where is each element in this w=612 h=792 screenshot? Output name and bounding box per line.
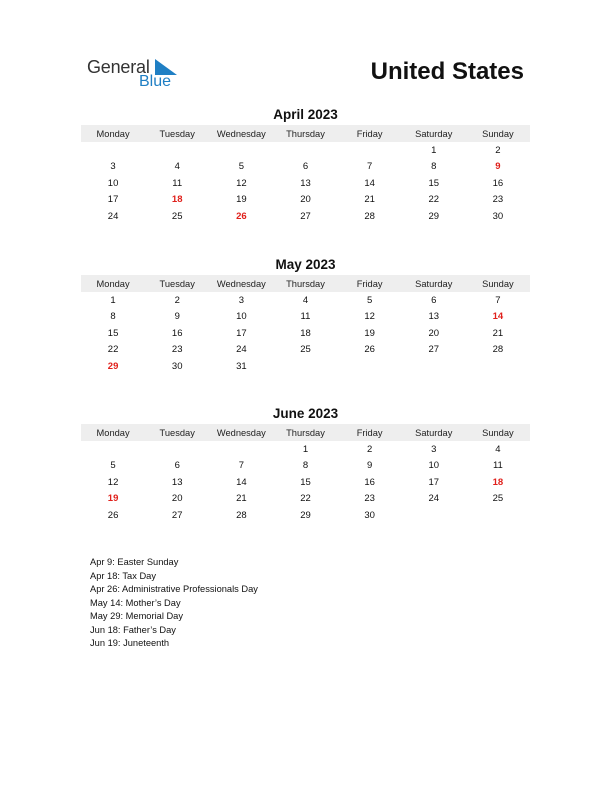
week-row <box>81 142 530 159</box>
day-cell: 3 <box>431 443 437 455</box>
day-cell: 13 <box>171 476 183 488</box>
day-cell: 22 <box>107 344 119 356</box>
weekday-label: Saturday <box>415 278 453 289</box>
day-cell: 31 <box>236 360 247 372</box>
day-cell: 15 <box>300 476 311 488</box>
day-cell: 5 <box>238 161 244 173</box>
generalblue-logo <box>87 57 182 91</box>
weekday-label: Friday <box>356 278 383 289</box>
day-cell: 22 <box>300 493 311 505</box>
holiday-day-cell: 29 <box>107 360 119 372</box>
day-cell: 10 <box>428 460 440 472</box>
day-cell: 13 <box>428 311 440 323</box>
day-cell: 27 <box>171 509 183 521</box>
day-cell: 17 <box>236 327 247 339</box>
day-cell: 6 <box>174 460 180 472</box>
day-cell: 9 <box>174 311 180 323</box>
day-cell: 10 <box>107 177 119 189</box>
day-cell: 4 <box>174 161 180 173</box>
day-cell: 25 <box>300 344 311 356</box>
day-cell: 2 <box>366 443 373 455</box>
day-cell: 20 <box>300 194 311 206</box>
day-cell: 4 <box>302 294 309 306</box>
holiday-note: Jun 19: Juneteenth <box>90 638 170 648</box>
weekday-label: Tuesday <box>159 427 195 438</box>
weekday-label: Monday <box>96 427 130 438</box>
week-row <box>81 342 530 359</box>
logo-blue-text: Blue <box>139 73 172 90</box>
day-cell: 22 <box>428 194 440 206</box>
day-cell: 30 <box>364 509 375 521</box>
day-cell: 28 <box>364 210 375 222</box>
week-row <box>81 309 530 326</box>
day-cell: 30 <box>171 360 183 372</box>
week-row <box>81 325 530 342</box>
weekday-header-row <box>81 424 530 441</box>
day-cell: 12 <box>364 311 375 323</box>
day-cell: 9 <box>366 460 373 472</box>
day-cell: 19 <box>364 327 375 339</box>
day-cell: 21 <box>492 327 504 339</box>
week-row <box>81 507 530 524</box>
day-cell: 12 <box>236 177 247 189</box>
day-cell: 28 <box>236 509 247 521</box>
weekday-label: Thursday <box>286 427 325 438</box>
weekday-label: Saturday <box>415 128 453 139</box>
weekday-label: Thursday <box>286 278 325 289</box>
holiday-note: Apr 9: Easter Sunday <box>90 557 179 567</box>
day-cell: 21 <box>236 493 247 505</box>
week-row <box>81 474 530 491</box>
day-cell: 14 <box>364 177 375 189</box>
day-cell: 6 <box>302 161 309 173</box>
weekday-label: Wednesday <box>216 128 266 139</box>
day-cell: 24 <box>428 493 440 505</box>
day-cell: 8 <box>302 460 309 472</box>
day-cell: 25 <box>492 493 504 505</box>
day-cell: 18 <box>300 327 311 339</box>
day-cell: 13 <box>300 177 311 189</box>
day-cell: 17 <box>428 476 440 488</box>
holiday-note: Apr 26: Administrative Professionals Day <box>90 584 258 594</box>
day-cell: 20 <box>428 327 440 339</box>
day-cell: 29 <box>428 210 440 222</box>
holiday-day-cell: 9 <box>495 161 501 173</box>
day-cell: 11 <box>172 177 183 189</box>
weekday-header-row <box>81 275 530 292</box>
holiday-day-cell: 14 <box>492 311 504 323</box>
day-cell: 11 <box>300 311 311 323</box>
day-cell: 20 <box>171 493 183 505</box>
day-cell: 3 <box>110 161 116 173</box>
month-calendar <box>81 107 530 225</box>
month-title: June 2023 <box>272 406 339 421</box>
country-title: United States <box>370 58 524 85</box>
day-cell: 30 <box>492 210 504 222</box>
day-cell: 7 <box>495 294 501 306</box>
day-cell: 8 <box>431 161 437 173</box>
week-row <box>81 441 530 458</box>
day-cell: 2 <box>174 294 180 306</box>
day-cell: 24 <box>107 210 119 222</box>
weekday-header-row <box>81 125 530 142</box>
holiday-day-cell: 18 <box>171 194 183 206</box>
logo-general-text: General <box>87 57 150 77</box>
day-cell: 1 <box>302 443 309 455</box>
holiday-day-cell: 26 <box>236 210 247 222</box>
day-cell: 10 <box>236 311 247 323</box>
day-cell: 7 <box>238 460 244 472</box>
day-cell: 19 <box>236 194 247 206</box>
day-cell: 23 <box>492 194 504 206</box>
weekday-label: Friday <box>356 128 383 139</box>
day-cell: 24 <box>236 344 247 356</box>
weekday-label: Monday <box>96 128 130 139</box>
week-row <box>81 292 530 309</box>
week-row <box>81 192 530 209</box>
day-cell: 28 <box>492 344 504 356</box>
weekday-label: Tuesday <box>159 128 195 139</box>
holiday-notes <box>90 556 258 651</box>
month-title: April 2023 <box>273 107 338 122</box>
weekday-label: Friday <box>356 427 383 438</box>
day-cell: 4 <box>495 443 501 455</box>
month-calendar <box>81 406 530 524</box>
day-cell: 15 <box>107 327 119 339</box>
day-cell: 25 <box>171 210 183 222</box>
day-cell: 3 <box>238 294 244 306</box>
day-cell: 6 <box>431 294 437 306</box>
week-row <box>81 458 530 475</box>
week-row <box>81 358 530 375</box>
holiday-note: Jun 18: Father’s Day <box>90 624 176 635</box>
day-cell: 1 <box>431 144 437 156</box>
weekday-label: Wednesday <box>216 278 266 289</box>
day-cell: 23 <box>364 493 375 505</box>
day-cell: 5 <box>110 460 116 472</box>
weekday-label: Wednesday <box>216 427 266 438</box>
day-cell: 17 <box>107 194 119 206</box>
day-cell: 2 <box>495 144 501 156</box>
day-cell: 26 <box>364 344 375 356</box>
day-cell: 1 <box>110 294 116 306</box>
holiday-day-cell: 19 <box>107 493 119 505</box>
day-cell: 14 <box>236 476 247 488</box>
holiday-note: Apr 18: Tax Day <box>90 570 156 581</box>
weekday-label: Tuesday <box>159 278 195 289</box>
month-title: May 2023 <box>275 257 336 272</box>
day-cell: 26 <box>107 509 119 521</box>
day-cell: 27 <box>428 344 440 356</box>
day-cell: 16 <box>364 476 375 488</box>
weekday-label: Saturday <box>415 427 453 438</box>
weekday-label: Thursday <box>286 128 325 139</box>
day-cell: 8 <box>110 311 116 323</box>
day-cell: 15 <box>428 177 440 189</box>
weekday-label: Sunday <box>482 278 514 289</box>
weekday-label: Monday <box>96 278 130 289</box>
day-cell: 12 <box>107 476 119 488</box>
day-cell: 21 <box>364 194 375 206</box>
weekday-label: Sunday <box>482 128 514 139</box>
day-cell: 5 <box>366 294 373 306</box>
day-cell: 23 <box>171 344 183 356</box>
holiday-note: May 29: Memorial Day <box>90 611 183 621</box>
week-row <box>81 159 530 176</box>
week-row <box>81 208 530 225</box>
day-cell: 7 <box>366 161 373 173</box>
weekday-label: Sunday <box>482 427 514 438</box>
day-cell: 16 <box>492 177 504 189</box>
week-row <box>81 491 530 508</box>
holiday-day-cell: 18 <box>492 476 504 488</box>
month-calendar <box>81 257 530 375</box>
week-row <box>81 175 530 192</box>
day-cell: 27 <box>300 210 311 222</box>
day-cell: 11 <box>492 460 503 472</box>
day-cell: 16 <box>171 327 183 339</box>
holiday-note: May 14: Mother’s Day <box>90 597 181 608</box>
day-cell: 29 <box>300 509 311 521</box>
